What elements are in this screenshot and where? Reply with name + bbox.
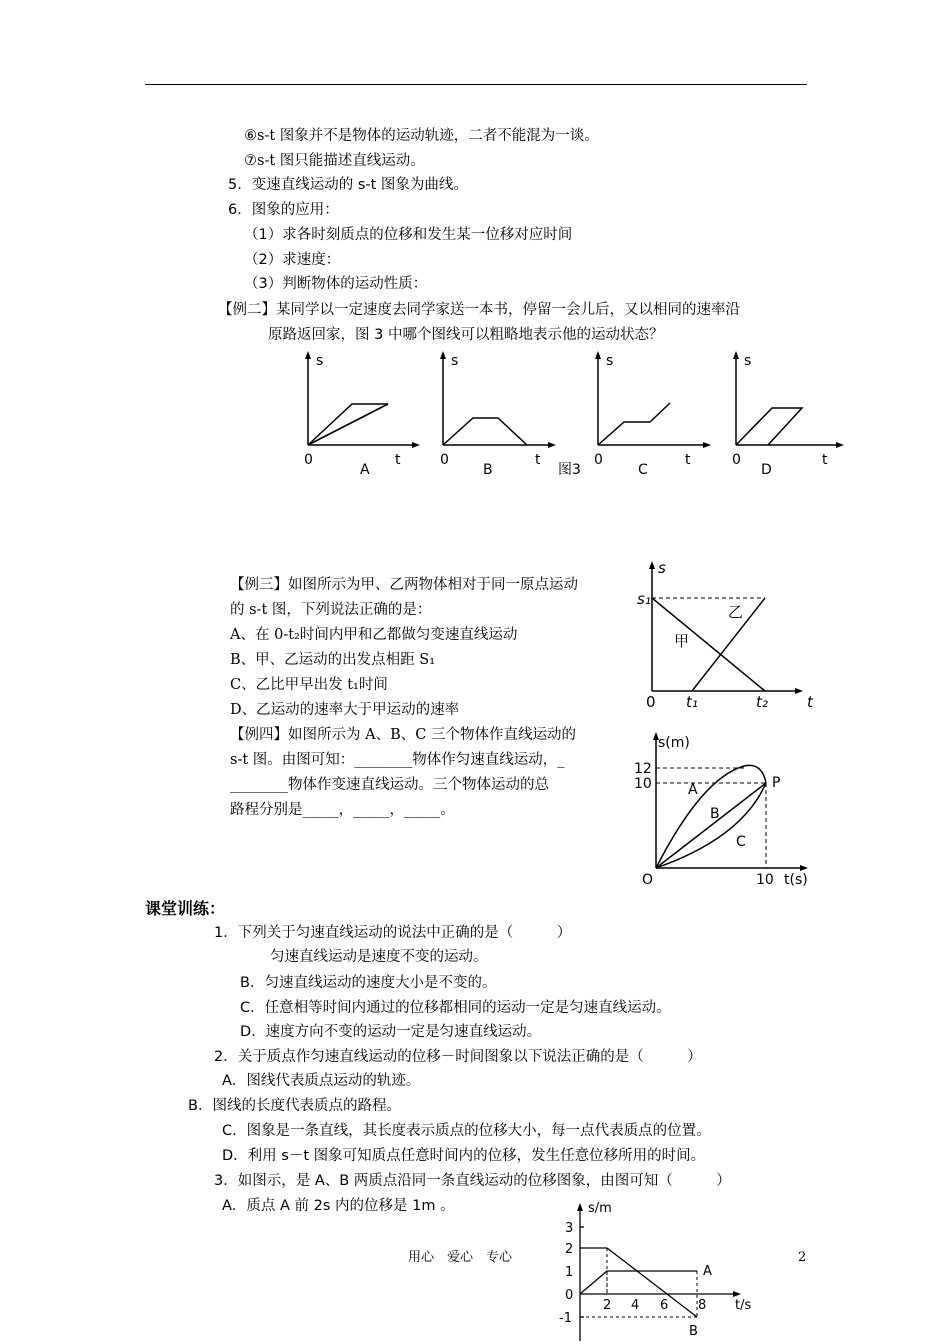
axis-label: s — [451, 353, 459, 369]
x-tick: 8 — [698, 1298, 707, 1313]
origin-label: 0 — [594, 452, 603, 468]
figure-caption: 图3 — [558, 462, 581, 478]
t1-label: t₁ — [686, 693, 698, 711]
question-3: 3．如图示，是 A、B 两质点沿同一条直线运动的位移图象，由图可知（ ） — [214, 1173, 731, 1189]
axis-label: t — [807, 693, 813, 711]
x-axis-label: t/s — [735, 1298, 752, 1313]
figure-3-graphs — [290, 345, 850, 485]
x-tick: 2 — [603, 1298, 612, 1313]
example-3-option-c: C、乙比甲早出发 t₁时间 — [230, 677, 388, 693]
text-line: （2）求速度： — [244, 252, 341, 268]
text-line: ⑦s-t 图只能描述直线运动。 — [244, 153, 425, 169]
question-1-option-d: D．速度方向不变的运动一定是匀速直线运动。 — [240, 1024, 542, 1040]
example-4-question-cont: s-t 图。由图可知：________物体作匀速直线运动，_ — [230, 752, 565, 768]
question-2-option-b: B．图线的长度代表质点的路程。 — [188, 1098, 401, 1114]
axis-label: t — [685, 452, 691, 468]
question-2-option-a: A．图线代表质点运动的轨迹。 — [222, 1073, 421, 1089]
curve-label-a: A — [688, 782, 698, 798]
example-4-graph — [632, 728, 822, 893]
point-label-p: P — [772, 775, 781, 791]
origin-label: 0 — [646, 693, 656, 711]
axis-label: t — [395, 452, 401, 468]
x-tick: 4 — [631, 1298, 640, 1313]
example-4-question-cont: 路程分别是_____，_____，_____。 — [230, 802, 455, 818]
axis-label: t — [822, 452, 828, 468]
x-tick-10: 10 — [756, 872, 774, 888]
text-line: 5．变速直线运动的 s-t 图象为曲线。 — [228, 177, 468, 193]
y-tick-12: 12 — [634, 761, 652, 777]
question-3-option-a: A．质点 A 前 2s 内的位移是 1m 。 — [222, 1198, 455, 1214]
example-3-option-b: B、甲、乙运动的出发点相距 S₁ — [230, 652, 436, 668]
question-1-option-c: C．任意相等时间内通过的位移都相同的运动一定是匀速直线运动。 — [240, 1000, 671, 1016]
y-tick: 0 — [565, 1288, 574, 1303]
example-3-option-a: A、在 0-t₂时间内甲和乙都做匀变速直线运动 — [230, 627, 518, 643]
text-line: （3）判断物体的运动性质： — [244, 276, 428, 292]
x-axis-label: t(s) — [784, 872, 808, 888]
t2-label: t₂ — [756, 693, 768, 711]
example-4-question: 【例四】如图所示为 A、B、C 三个物体作直线运动的 — [230, 727, 576, 743]
example-4-question-cont: ________物体作变速直线运动。三个物体运动的总 — [230, 777, 549, 793]
example-2-question: 【例二】某同学以一定速度去同学家送一本书，停留一会儿后，又以相同的速率沿 — [218, 302, 740, 318]
question-1-option-a: 匀速直线运动是速度不变的运动。 — [270, 949, 488, 965]
header-rule — [145, 84, 807, 85]
axis-label: s — [606, 353, 614, 369]
line-label-b: B — [710, 806, 720, 822]
example-3-question: 【例三】如图所示为甲、乙两物体相对于同一原点运动 — [230, 577, 578, 593]
origin-label: 0 — [304, 452, 313, 468]
question-2-option-c: C．图象是一条直线，其长度表示质点的位移大小，每一点代表质点的位置。 — [222, 1123, 711, 1139]
origin-label: 0 — [732, 452, 741, 468]
section-heading: 课堂训练： — [145, 899, 226, 918]
origin-label: O — [642, 872, 654, 888]
line-label-b: B — [689, 1324, 698, 1339]
footer-text: 用心 爱心 专心 — [408, 1250, 513, 1265]
graph-label-c: C — [638, 462, 648, 478]
page-number: 2 — [798, 1250, 807, 1265]
example-2-question-cont: 原路返回家，图 3 中哪个图线可以粗略地表示他的运动状态？ — [268, 327, 664, 343]
line-label-a: A — [703, 1264, 712, 1279]
text-line: （1）求各时刻质点的位移和发生某一位移对应时间 — [244, 227, 573, 243]
question-1-option-b: B．匀速直线运动的速度大小是不变的。 — [240, 975, 497, 991]
y-tick-10: 10 — [634, 776, 652, 792]
line-label-jia: 甲 — [674, 632, 690, 650]
text-line: 6．图象的应用： — [228, 202, 339, 218]
question-3-graph — [555, 1195, 775, 1344]
example-3-graph — [632, 555, 822, 715]
graph-label-a: A — [360, 462, 370, 478]
graph-label-d: D — [761, 462, 772, 478]
axis-label: t — [535, 452, 541, 468]
text-line: ⑥s-t 图象并不是物体的运动轨迹，二者不能混为一谈。 — [244, 128, 599, 144]
origin-label: 0 — [440, 452, 449, 468]
s1-label: s₁ — [637, 590, 651, 608]
curve-label-c: C — [736, 834, 746, 850]
axis-label: s — [744, 353, 752, 369]
y-axis-label: s(m) — [658, 735, 690, 751]
question-2-option-d: D．利用 s－t 图象可知质点任意时间内的位移，发生任意位移所用的时间。 — [222, 1148, 706, 1164]
question-2: 2．关于质点作匀速直线运动的位移－时间图象以下说法正确的是（ ） — [214, 1049, 702, 1065]
y-tick: 3 — [565, 1221, 574, 1236]
question-1: 1．下列关于匀速直线运动的说法中正确的是（ ） — [214, 925, 572, 941]
example-3-option-d: D、乙运动的速率大于甲运动的速率 — [230, 702, 460, 718]
axis-label: s — [658, 559, 666, 577]
line-label-yi: 乙 — [728, 603, 744, 621]
graph-label-b: B — [483, 462, 493, 478]
example-3-question-cont: 的 s-t 图，下列说法正确的是： — [230, 602, 432, 618]
x-tick: 6 — [660, 1298, 669, 1313]
axis-label: s — [316, 353, 324, 369]
y-tick: -1 — [559, 1311, 572, 1326]
y-tick: 1 — [565, 1265, 574, 1280]
y-tick: 2 — [565, 1242, 574, 1257]
y-axis-label: s/m — [588, 1201, 612, 1216]
